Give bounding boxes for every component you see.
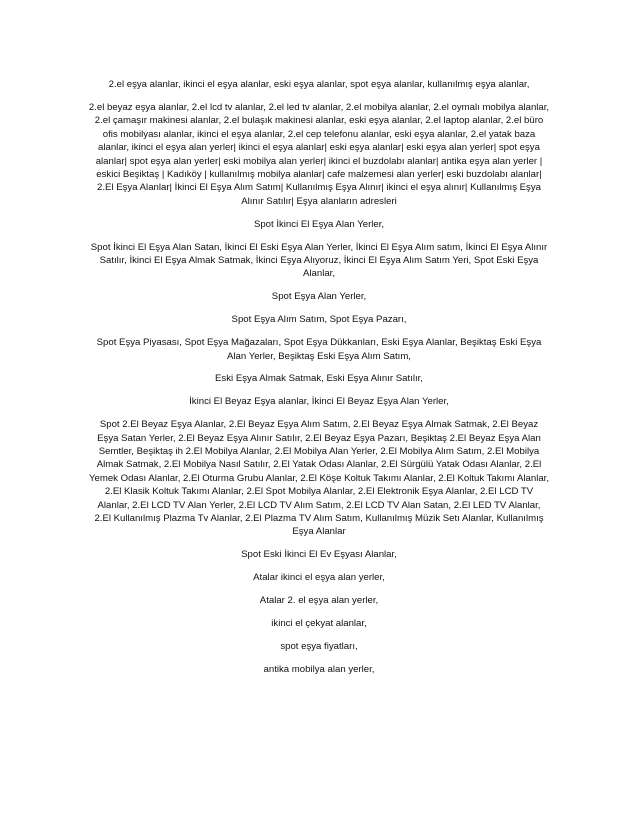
- spot-market-paragraph: Spot Eşya Piyasası, Spot Eşya Mağazaları, Spot Eşya Dükkanları, Eski Eşya Alanlar, Beşiktaş Eski Eşya Alan Yerler, Beşiktaş Eski Eşya Alım Satım,: [96, 337, 542, 362]
- intro-paragraph: 2.el eşya alanlar, ikinci el eşya alanlar, eski eşya alanlar, spot eşya alanlar, kullanılmış eşya alanlar,: [108, 79, 530, 90]
- line-atalar-2el: Atalar 2. el eşya alan yerler,: [259, 595, 379, 607]
- line-sofa-bed: ikinci el çekyat alanlar,: [271, 618, 367, 630]
- heading-spot-second-hand: Spot İkinci El Eşya Alan Yerler,: [253, 218, 385, 230]
- line-spot-prices: spot eşya fiyatları,: [280, 641, 358, 652]
- heading-household-goods: Spot Eski İkinci El Ev Eşyası Alanlar,: [241, 549, 397, 561]
- heading-spot-trade: Spot Eşya Alım Satım, Spot Eşya Pazarı,: [231, 314, 407, 326]
- line-antique-furniture: antika mobilya alan yerler,: [263, 663, 375, 675]
- heading-old-goods: Eski Eşya Almak Satmak, Eski Eşya Alınır Satılır,: [215, 373, 423, 385]
- line-atalar-second-hand: Atalar ikinci el eşya alan yerler,: [253, 572, 385, 584]
- white-goods-furniture-paragraph: Spot 2.El Beyaz Eşya Alanlar, 2.El Beyaz Eşya Alım Satım, 2.El Beyaz Eşya Almak Satmak, 2.El Beyaz Eşya Satan Yerler, 2.El Beyaz Eşya Alınır Satılır, 2.El Beyaz Eşya Pazarı, Beşiktaş 2.El Beyaz Eşya Alan Semtler, Beşiktaş ih 2.El Mobilya Alanlar, 2.El Mobilya Alan Yerler, 2.El Mobilya Alım Satım, 2.El Mobilya Almak Satmak, 2.El Mobilya Nasıl Satılır, 2.El Yatak Odası Alanlar, 2.El Sürgülü Yatak Odası Alanlar, 2.El Yemek Odası Alanlar, 2.El Oturma Grubu Alanlar, 2.El Köşe Koltuk Takımı Alanlar, 2.El Koltuk Takımı Alanlar, 2.El Klasik Koltuk Takımı Alanlar, 2.El Spot Mobilya Alanlar, 2.El Elektronik Eşya Alanlar, 2.El LCD TV Alanlar, 2.El LCD TV Alan Yerler, 2.El LCD TV Alım Satım, 2.El LCD TV Alan Satan, 2.El LED TV Alanlar, 2.El Kullanılmış Plazma Tv Alanlar, 2.El Plazma TV Alım Satım, Kullanılmış Müzik Setı Alanlar, Kullanılmış Eşya Alanlar: [88, 419, 550, 538]
- heading-white-goods: İkinci El Beyaz Eşya alanlar, İkinci El Beyaz Eşya Alan Yerler,: [189, 396, 449, 408]
- spot-second-hand-paragraph: Spot İkinci El Eşya Alan Satan, İkinci El Eski Eşya Alan Yerler, İkinci El Eşya Alım satım, İkinci El Eşya Alınır Satılır, İkinci El Eşya Almak Satmak, İkinci Eşya Alıyoruz, İkinci El Eşya Alım Satım Yeri, Spot Eski Eşya Alanlar,: [90, 241, 548, 280]
- heading-spot-places: Spot Eşya Alan Yerler,: [271, 291, 367, 303]
- keyword-list-paragraph: 2.el beyaz eşya alanlar, 2.el lcd tv alanlar, 2.el led tv alanlar, 2.el mobilya alanlar, 2.el oymalı mobilya alanlar, 2.el çamaşır makinesi alanlar, 2.el bulaşık makinesi alanlar, eski eşya alanlar, 2.el laptop alanlar, 2.el büro ofis mobilyası alanlar, ikinci el eşya alanlar, 2.el cep telefonu alanlar, eski eşya alanlar, 2.el yatak baza alanlar, ikinci el eşya alan yerler| ikinci el eşya alanlar| eski eşya alanlar| eski eşya alan yerler| spot eşya alanlar| spot eşya alan yerler| eski mobilya alan yerler| ikinci el buzdolabı alanlar| antika eşya alan yerler | eskici Beşiktaş | Kadıköy | kullanılmış mobilya alanlar| cafe malzemesi alan yerler| eski buzdolabı alanlar| 2.El Eşya Alanlar| İkinci El Eşya Alım Satım| Kullanılmış Eşya Alınır| ikinci el eşya alınır| Kullanılmış Eşya Alınır Satılır| Eşya alanların adresleri: [88, 101, 550, 207]
